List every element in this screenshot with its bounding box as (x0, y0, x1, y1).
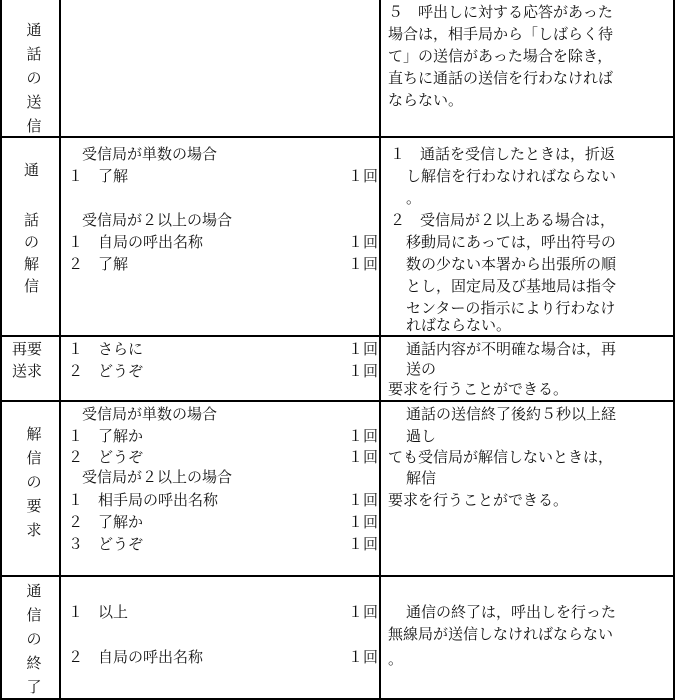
row-label: 通 話 の 送 信 (26, 21, 42, 135)
note-text: 無線局が送信しなければならない (388, 625, 614, 643)
table-row-ack-request (2, 402, 675, 577)
repeat-count: １回 (347, 427, 378, 445)
repeat-count: １回 (347, 535, 378, 553)
column-divider (379, 337, 381, 402)
column-divider (59, 138, 61, 337)
column-divider (379, 138, 381, 337)
column-divider (59, 577, 61, 700)
procedure-line: １ 相手局の呼出名称 (68, 491, 219, 509)
column-divider (59, 402, 61, 577)
note-text: 移動局にあっては，呼出符号の (406, 233, 616, 251)
note-text: 要求を行うことができる。 (388, 380, 569, 398)
note-text: ても受信局が解信しないときは， (388, 448, 614, 466)
procedure-line: ２ 了解か (68, 513, 144, 531)
note-text: センターの指示により行わなけ (406, 299, 616, 317)
note-text: ならない。 (388, 91, 464, 109)
note-text: て」の送信があった場合を除き， (388, 47, 613, 65)
table-row-resend-request (2, 337, 675, 402)
repeat-count: １回 (347, 255, 378, 273)
note-text: 通話内容が不明確な場合は，再 (406, 340, 617, 358)
note-text: し解信を行わなければならない (406, 167, 617, 185)
note-text: ５ 呼出しに対する応答があった (388, 3, 613, 21)
note-text: 通話の送信終了後約５秒以上経 (406, 405, 617, 423)
row-label: 解 信 の 要 求 (26, 425, 42, 539)
repeat-count: １回 (347, 167, 378, 185)
row-label: 解 (24, 255, 40, 273)
repeat-count: １回 (347, 648, 378, 666)
procedure-line: ２ 了解 (68, 255, 129, 273)
row-label: 送求 (12, 362, 43, 380)
repeat-count: １回 (347, 603, 378, 621)
procedure-line: １ 了解 (68, 167, 129, 185)
note-text: 解信 (406, 469, 437, 487)
note-text: 。 (406, 189, 422, 207)
procedure-line: ２ 自局の呼出名称 (68, 648, 204, 666)
repeat-count: １回 (347, 340, 378, 358)
procedure-line: １ 了解か (68, 427, 144, 445)
note-text: 場合は，相手局から「しばらく待 (388, 25, 614, 43)
note-text: １ 通話を受信したときは，折返 (390, 145, 616, 163)
column-divider (59, 0, 61, 138)
case-heading: 受信局が２以上の場合 (82, 211, 233, 229)
table-row-acknowledgement (2, 138, 675, 337)
note-text: とし，固定局及び基地局は指令 (406, 277, 617, 295)
row-label: 信 (24, 277, 40, 295)
procedure-line: １ さらに (68, 340, 144, 358)
repeat-count: １回 (347, 362, 378, 380)
repeat-count: １回 (347, 491, 378, 509)
repeat-count: １回 (347, 448, 378, 466)
column-divider (379, 577, 381, 700)
table-row-transmission (2, 0, 675, 138)
row-label: 話 (24, 211, 40, 229)
column-divider (379, 402, 381, 577)
procedure-line: １ 自局の呼出名称 (68, 233, 204, 251)
table-row-end-of-communication (2, 577, 675, 700)
procedure-line: ２ どうぞ (68, 362, 144, 380)
note-text: 要求を行うことができる。 (388, 491, 569, 509)
note-text: 数の少ない本署から出張所の順 (406, 255, 617, 273)
note-text: 直ちに通話の送信を行わなければ (388, 69, 614, 87)
row-label: 再要 (12, 340, 43, 358)
repeat-count: １回 (347, 513, 378, 531)
case-heading: 受信局が２以上の場合 (82, 468, 233, 486)
column-divider (59, 337, 61, 402)
procedure-line: １ 以上 (68, 603, 129, 621)
repeat-count: １回 (347, 233, 378, 251)
row-label: の (24, 233, 40, 251)
column-divider (379, 0, 381, 138)
procedure-line: ３ どうぞ (68, 535, 144, 553)
row-label: 通 (24, 161, 40, 179)
case-heading: 受信局が単数の場合 (82, 405, 218, 423)
case-heading: 受信局が単数の場合 (82, 145, 218, 163)
note-text: ればならない。 (406, 316, 512, 334)
note-text: ２ 受信局が２以上ある場合は， (390, 211, 616, 229)
procedure-line: ２ どうぞ (68, 448, 144, 466)
note-text: 通信の終了は，呼出しを行った (406, 603, 617, 621)
note-text: 過し (406, 427, 437, 445)
note-text: 送の (406, 360, 437, 378)
row-label: 通 信 の 終 了 (26, 582, 42, 696)
note-text: 。 (388, 650, 404, 668)
